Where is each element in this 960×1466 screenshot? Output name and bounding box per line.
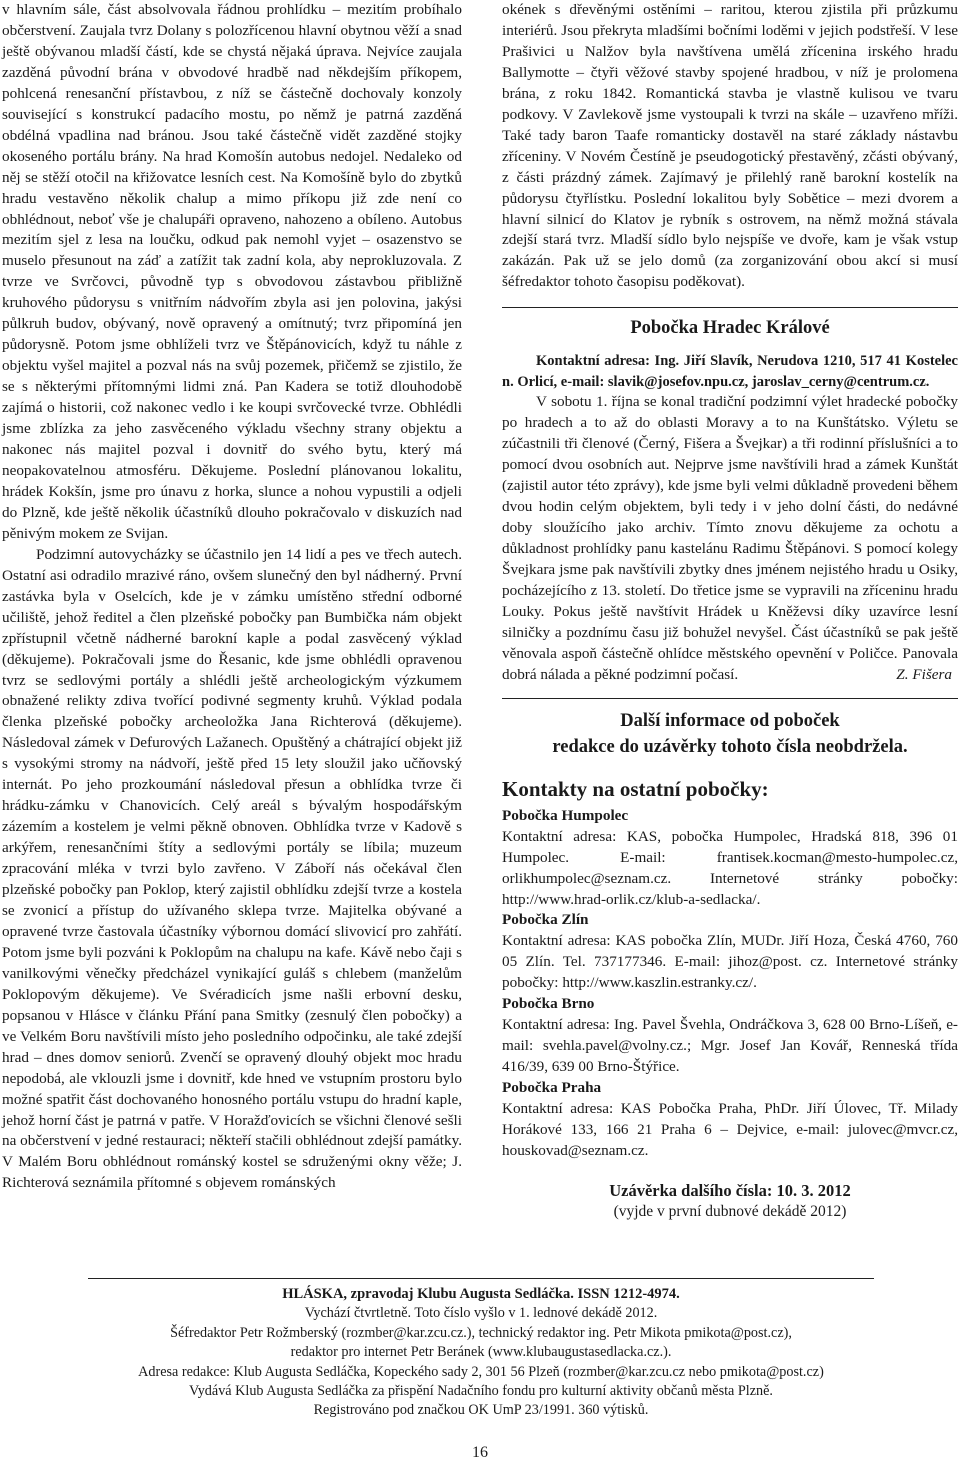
deadline-date: Uzávěrka dalšího čísla: 10. 3. 2012 — [609, 1180, 851, 1200]
deadline-note: (vyjde v první dubnové dekádě 2012) — [613, 1202, 847, 1220]
article-paragraph: v hlavním sále, část absolvovala řádnou prohlídku – mezitím probíhalo občerstvení. Zaujala tvrz Dolany s polozřícenou hlavní obytnou věží a snad ještě obývanou mladší částí, kde se chystá nějaká úprava. Nejvíce zaujala zazděná původní brána v obvodové hradbě nad někdejším příkopem, pohlcená renesanční přístavbou, z níž se částečně dochovaly konzoly související s konstrukcí padacího mostu, po němž je patrná zazděná obdélná vpadlina nad bránou. Jsou také částečně vidět zazděné stojky okoseného portálu brány. Na hrad Komošín autobus nedojel. Nedaleko od něj se stěží otočil na křižovatce lesních cest. Na Komošíně bylo do zbytků hradu vestavěno několik chalup a mimo příkopu již zde není co obhlédnout, neboť vše je chalupáři opraveno, nahozeno a obíleno. Autobus mezitím sjel z lesa na loučku, odkud pak nemohl vyjet – osazenstvo se muselo přesunout na záď a zatížit tak zadní kola, aby neprokluzovala. Z tvrze ve Svrčovci, původně typ s obvodovou zástavbou přibližně kruhového půdorysu s vnitřním nádvořím zbyla asi jen polovina, jakýsi půlkruh budov, obývaný, nově opravený a omítnutý; tvrz připomíná jen půdorysně. Potom jsme obhlíželi tvrz ve Štěpánovicích, když tu náhle z objektu vyšel majitel a pozval nás na svůj pozemek, přičemž se zjistilo, že se s některými přítomnými lidmi zná. Pan Kadera se totiž dlouhodobě zajímá o historii, což nakonec vedlo i ke koupi svrčovecké tvrze. Obhlédli jsme zblízka za jeho zasvěceného výkladu všechny strany objektu a nakonec nás majitel pozval i dovnitř do svého bytu, který má neopakovatelnou atmosféru. Děkujeme. Poslední plánovanou lokalitu, hrádek Kokšín, jsme pro únavu z horka, slunce a nohou vypustili a odjeli do Plzně, kde ještě několik účastníků dlouho pokračovalo v diskuzích nad pěnivým mokem ze Svijan. — [2, 1, 462, 542]
masthead-line: redaktor pro internet Petr Beránek (www.klubaugustasedlacka.cz.). — [290, 1344, 672, 1361]
left-column — [0, 0, 462, 1194]
contact-name: Pobočka Zlín — [502, 911, 589, 929]
section-divider — [502, 307, 958, 308]
notice-line-1: Další informace od poboček — [620, 710, 840, 731]
notice-line-2: redakce do uzávěrky tohoto čísla neobdržela. — [552, 736, 908, 757]
contacts-title: Kontakty na ostatní pobočky: — [502, 776, 769, 801]
contact-name: Pobočka Humpolec — [502, 806, 629, 824]
masthead-footer — [88, 1278, 874, 1421]
branch-contact: Kontaktní adresa: Ing. Jiří Slavík, Nerudova 1210, 517 41 Kostelec n. Orlicí, e-mail: slavik@josefov.npu.cz, jaroslav_cerny@centrum.cz. — [502, 353, 958, 390]
contact-block — [502, 806, 958, 911]
contact-block — [502, 994, 958, 1078]
right-column — [502, 0, 958, 1222]
branch-title: Pobočka Hradec Králové — [630, 318, 830, 339]
masthead-line: Vychází čtvrtletně. Toto číslo vyšlo v 1. lednové dekádě 2012. — [304, 1305, 658, 1322]
masthead-line: Registrováno pod značkou OK UmP 23/1991. 360 výtisků. — [313, 1402, 649, 1419]
branch-report — [502, 392, 958, 685]
signature: Z. Fišera — [896, 665, 952, 683]
article-paragraph-continued: okének s dřevěnými ostěními – raritou, kterou zjistila při průzkumu interiérů. Jsou překryta mladšími bočními loděmi v jejich podstřeší. V lese Prašivici u Nalžov byla navštívena umělá zřícenina irského hradu Ballymotte – čtyři věžové stavby spojené hradbou, v níž je prolomena brána, z roku 1842. Romantická stavba je vlastně kulisou ve tvaru podkovy. V Zavlekově jsme vystoupali k tvrzi na skále – uzavřeno mříži. Také tady baron Taafe romanticky dostavěl na staré základy nástavbu zříceniny. V Novém Čestíně je pseudogotický přestavěný, zčásti obývaný, z části prázdný zámek. Zajímavý je přilehlý raně barokní kostelík na půdorysu čtyřlístku. Poslední lokalitou byly Sobětice – mezi dvorem a hlavní silnicí do Klatov je rybník s ostrovem, na němž možná stávala zdejší stará tvrz. Mladší sídlo bylo nejspíše ve dvoře, kam je však vstup zakázán. Pak už se jelo domů (za zorganizování obou akcí si musí šéfredaktor tohoto časopisu poděkovat). — [502, 1, 958, 291]
page-number: 16 — [472, 1444, 488, 1461]
contact-name: Pobočka Praha — [502, 1079, 602, 1097]
contact-block — [502, 1078, 958, 1162]
masthead-title: HLÁSKA, zpravodaj Klubu Augusta Sedláčka. ISSN 1212-4974. — [282, 1286, 680, 1302]
contact-block — [502, 910, 958, 994]
contact-name: Pobočka Brno — [502, 995, 595, 1013]
contact-text: Kontaktní adresa: KAS Pobočka Praha, PhDr. Jiří Úlovec, Tř. Milady Horákové 133, 166 21 Praha 6 – Dejvice, e-mail: julovec@mvcr.cz, houskovad@seznam.cz. — [502, 1100, 958, 1159]
masthead-line: Adresa redakce: Klub Augusta Sedláčka, Kopeckého sady 2, 301 56 Plzeň (rozmber@kar.zcu.cz nebo pmikota@post.cz) — [138, 1363, 824, 1380]
contact-text: Kontaktní adresa: Ing. Pavel Švehla, Ondráčkova 3, 628 00 Brno-Líšeň, e-mail: svehla.pavel@volny.cz.; Mgr. Josef Jan Kovář, Renneská třída 416/39, 639 00 Brno-Štýřice. — [502, 1016, 958, 1076]
masthead-line: Vydává Klub Augusta Sedláčka za přispění Nadačního fondu pro kulturní aktivity občanů města Plzně. — [189, 1383, 773, 1400]
branch-report-text: V sobotu 1. října se konal tradiční podzimní výlet hradecké pobočky po hradech a to až do oblasti Moravy a to na Kunštátsko. Výletu se zúčastnili tři členové (Černý, Fišera a Švejkar) a tři rodinní příslušníci a to pomocí dvou osobních aut. Nejprve jsme navštívili hrad a zámek Kunštát (zajistil autor této zprávy), kde jsme byli velmi důkladně provedeni během dvou hodin celým objektem, byli tedy i v jeho dolní části, do nedávné doby sloužícího jako archiv. Tímto znovu děkujeme za ochotu a důkladnost prohlídky panu kastelánu Radimu Štěpánovi. S pomocí kolegy Švejkara jsme pak navštívili zbytky dnes jménem nejistého hradu u Osiky, pocházejícího z 13. století. Do třetice jsme se vypravili na zříceninu hradu Louky. Pokus ještě navštívit Hrádek u Kněževsi díky uzavírce lesní silničky a pozdnímu času již bohužel nevyšel. Část účastníků se pak ještě věnovala aspoň částečně ohlídce městského opevnění v Poličce. Panovala dobrá nálada a pěkné podzimní počasí. — [502, 393, 958, 683]
contact-text: Kontaktní adresa: KAS pobočka Zlín, MUDr. Jiří Hoza, Česká 4760, 760 05 Zlín. Tel. 737177346. E-mail: jihoz@post. cz. Internetové stránky pobočky: http://www.kaszlin.estranky.cz/. — [502, 932, 958, 992]
masthead-line: Šéfredaktor Petr Rožmberský (rozmber@kar.zcu.cz.), technický redaktor ing. Petr Mikota pmikota@post.cz), — [170, 1324, 792, 1341]
contact-text: Kontaktní adresa: KAS, pobočka Humpolec, Hradská 818, 396 01 Humpolec. E-mail: frantisek.kocman@mesto-humpolec.cz, orlikhumpolec@seznam.cz. Internetové stránky pobočky: http://www.hrad-orlik.cz/klub-a-sedlacka/. — [502, 827, 958, 908]
article-paragraph: Podzimní autovycházky se účastnilo jen 14 lidí a pes ve třech autech. Ostatní asi odradilo mrazivé ráno, ovšem slunečný den byl nádherný. První zastávka byla v Oselcích, kde je v zámku umístěno střední odborné učiliště, jehož ředitel a člen plzeňské pobočky pan Bumbička nám objekt zpřístupnil včetně nádherné barokní kaple a podal zasvěcený výklad (děkujeme). Pokračovali jsme do Řesanic, kde jsme obhlédli opravenou tvrz se sedlovými portály a shlédli ještě archeologickým výzkumem obnažené relikty zdiva tvořící podivné segmenty kruhů. Výklad podala členka plzeňské pobočky archeoložka Jana Richterová (děkujeme). Následoval zámek v Defurových Lažanech. Opuštěný a chátrající objekt již s vysokými stromy na nádvoří, ještě před 15 lety sloužil jako učňovský internát. Po jeho prozkoumání následoval přesun a obhlídka tvrze či hrádku-zámku v Chanovicích. Celý areál s bývalým hospodářským zázemím a kostelem je velmi pěkně obnoven. Obhlídka tvrze v Kadově s arkýřem, renesančními štíty a sedlovými portály se líbila; muzeum zpracování mléka v tvrzi bylo zavřeno. V Záboří nás očekával člen plzeňské pobočky pan Poklop, který zajistil obhlídku zdejší tvrze a kostela se zvonicí a přístup do užívaného sklepa tvrze. Majitelka obývané a opravené tvrze častovala účastníky výbornou domácí slivovicí pro zahřátí. Potom jsme byli pozváni k Poklopům na chalupu na kafe. Kávě nebo čaji s vanilkovými věnečky předcházel vynikající guláš s chlebem (manželům Poklopovým děkujeme). Ve Svéradicích jsme našli erbovní desku, popsanou v Hlásce v článku Přání pana Smitky (zesnulý člen pobočky) a ve Velkém Boru navštívili místo jeho posledního odpočinku, ale také zdejší hrad – dnes domov seniorů. Zvenčí se opravený dlouhý objekt moc hradu nepodobá, ale vklouzli jsme i dovnitř, kde hned ve vstupním prostoru bylo možné spatřit část dochovaného honosného portálu vstupu do hradní kaple, jehož horní část je patrná v patře. V Horažďovicích se všichni členové sešli na občerstvení v jedné restauraci; někteří stačili obhlédnout zdejší památky. V Malém Boru obhlédnout románský kostel se sdruženými okny věže; J. Richterová seznámila přítomné s objevem románských — [2, 545, 462, 1192]
deadline-box — [502, 1180, 958, 1222]
section-divider — [502, 698, 958, 699]
